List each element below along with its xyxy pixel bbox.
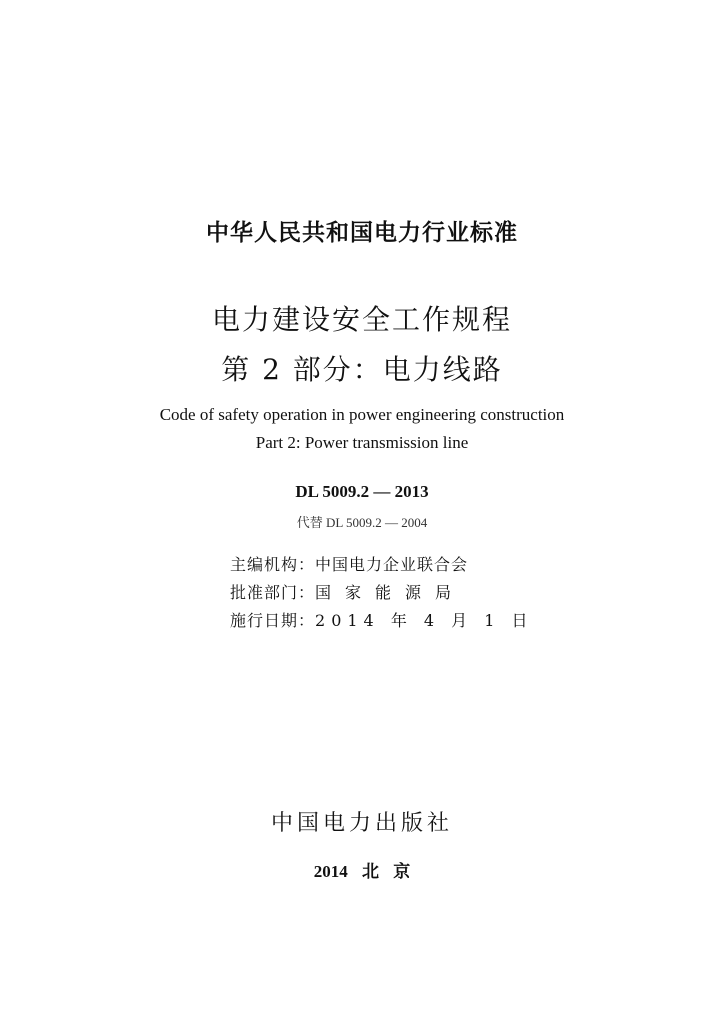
replaces-standard: 代替 DL 5009.2 — 2004: [296, 515, 428, 530]
approval-value: 国家能源局: [315, 583, 466, 602]
editor-value: 中国电力企业联合会: [315, 555, 469, 574]
editor-row: [230, 552, 468, 575]
publisher: 中国电力出版社: [270, 811, 453, 836]
effective-date-label: 施行日期：: [230, 611, 316, 630]
effective-date-row: [230, 608, 534, 631]
standard-category: 中华人民共和国电力行业标准: [206, 220, 518, 246]
standard-number: DL 5009.2 — 2013: [295, 482, 429, 501]
approval-label: 批准部门：: [230, 583, 316, 602]
document-title: 电力建设安全工作规程: [211, 303, 512, 336]
approval-row: [230, 580, 465, 603]
english-part-title: Part 2: Power transmission line: [255, 433, 469, 452]
editor-label: 主编机构：: [230, 555, 316, 574]
effective-date-value: 2014 年 4 月 1 日: [315, 611, 534, 630]
publication-place: 2014 北 京: [313, 862, 411, 881]
document-part-title: 第 2 部分：电力线路: [221, 353, 503, 386]
english-title: Code of safety operation in power engineering construction: [159, 405, 565, 424]
